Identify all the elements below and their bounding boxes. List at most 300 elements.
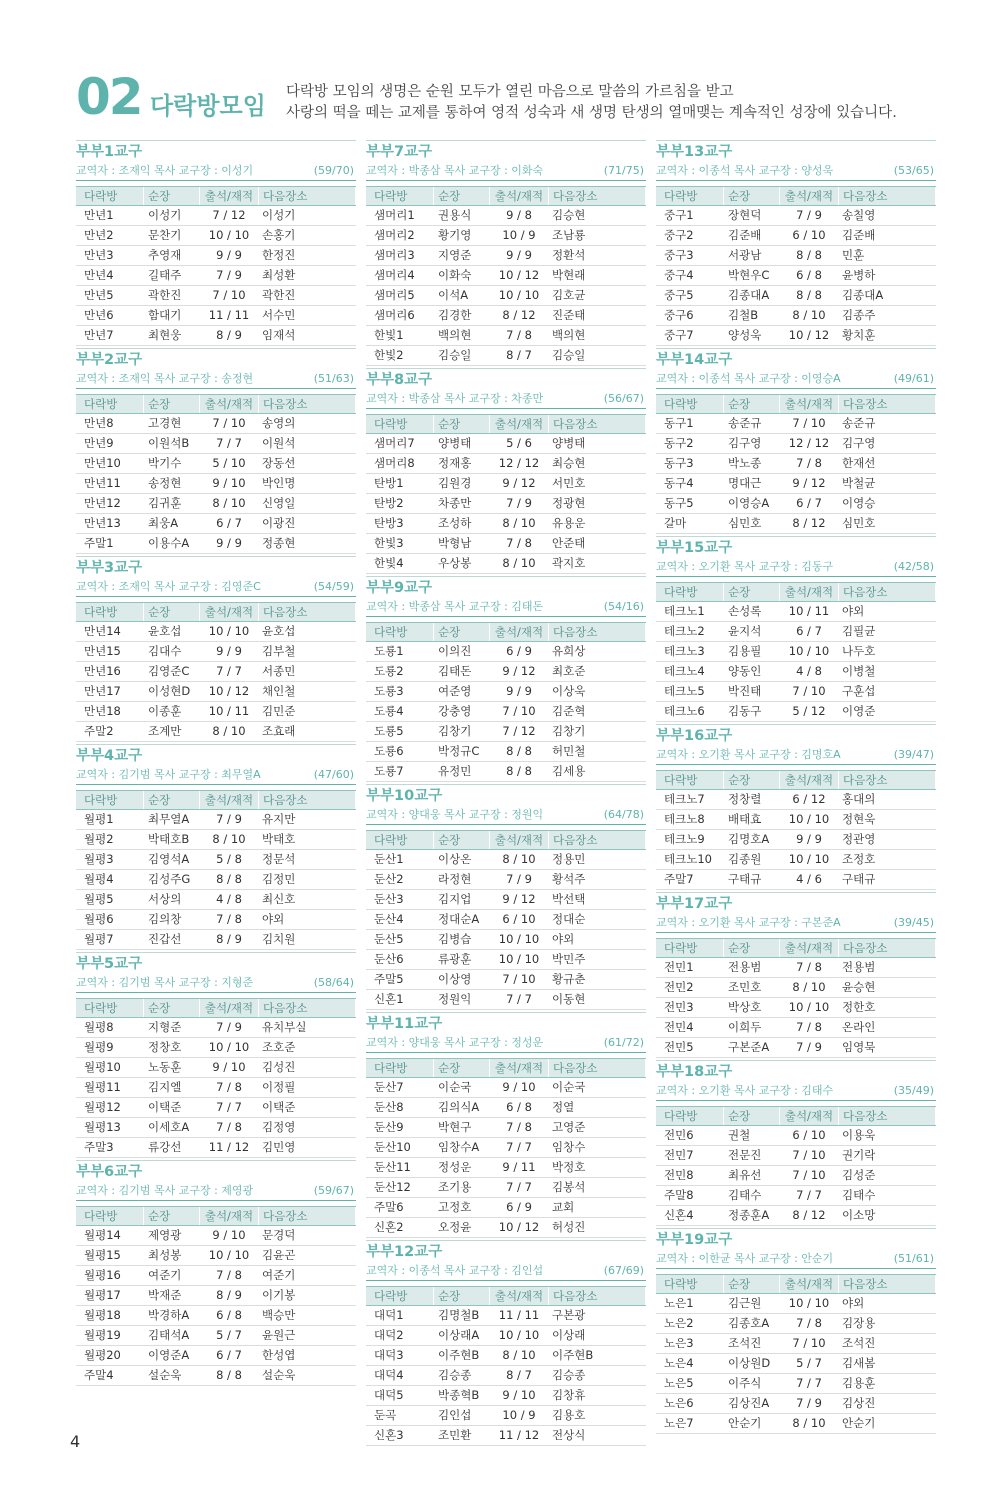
cell-leader: 이종훈 — [148, 704, 182, 718]
cell-attendance: 8 / 9 — [216, 328, 242, 342]
district-info — [366, 390, 646, 409]
cell-group: 대덕3 — [374, 1348, 404, 1362]
header-attendance: 출석/재적 — [490, 623, 549, 641]
cell-group: 신혼2 — [374, 1220, 404, 1234]
page-number: 4 — [70, 1432, 81, 1451]
cell-next-place: 이광진 — [262, 516, 296, 530]
cell-group: 노은3 — [664, 1336, 694, 1350]
header-attendance: 출석/재적 — [200, 187, 259, 205]
cell-next-place: 유희상 — [552, 644, 586, 658]
header-leader: 순장 — [144, 999, 200, 1017]
cell-leader: 최성봉 — [148, 1248, 182, 1262]
cell-group: 노은5 — [664, 1376, 694, 1390]
table-header — [656, 1274, 936, 1294]
table-row — [76, 454, 356, 474]
cell-leader: 송준규 — [728, 416, 762, 430]
district-title: 부부16교구 — [656, 724, 936, 746]
cell-group: 중구4 — [664, 268, 694, 282]
cell-attendance: 7 / 7 — [506, 1140, 532, 1154]
district-staff: 교역자 : 조재익 목사 교구장 : 이성기 — [76, 164, 254, 177]
cell-next-place: 고영준 — [552, 1120, 586, 1134]
district-section — [366, 784, 646, 1010]
cell-leader: 함대기 — [148, 308, 182, 322]
header-next-place: 다음장소 — [839, 1275, 936, 1293]
cell-group: 만년3 — [84, 248, 114, 262]
cell-next-place: 허민철 — [552, 744, 586, 758]
header-attendance: 출석/재적 — [490, 831, 549, 849]
cell-attendance: 8 / 10 — [792, 980, 826, 994]
cell-group: 둔산9 — [374, 1120, 404, 1134]
cell-next-place: 김승현 — [552, 208, 586, 222]
cell-next-place: 김치원 — [262, 932, 296, 946]
cell-group: 노은4 — [664, 1356, 694, 1370]
table-row — [656, 1374, 936, 1394]
cell-leader: 김상진A — [728, 1396, 770, 1410]
cell-next-place: 김태수 — [842, 1188, 876, 1202]
table-row — [366, 1426, 646, 1446]
cell-attendance: 7 / 8 — [796, 1316, 822, 1330]
header-group: 다락방 — [656, 583, 724, 601]
table-row — [366, 1098, 646, 1118]
cell-attendance: 7 / 9 — [506, 496, 532, 510]
cell-group: 샘머리3 — [374, 248, 415, 262]
cell-leader: 지영준 — [438, 248, 472, 262]
cell-group: 둔산3 — [374, 892, 404, 906]
table-row — [656, 810, 936, 830]
cell-leader: 김의창 — [148, 912, 182, 926]
cell-next-place: 송칠영 — [842, 208, 876, 222]
table-row — [656, 306, 936, 326]
table-row — [366, 494, 646, 514]
cell-leader: 김태수 — [728, 1188, 762, 1202]
cell-leader: 명대근 — [728, 476, 762, 490]
table-row — [656, 266, 936, 286]
cell-leader: 심민호 — [728, 516, 762, 530]
cell-leader: 이화숙 — [438, 268, 472, 282]
cell-next-place: 이택준 — [262, 1100, 296, 1114]
cell-next-place: 황치훈 — [842, 328, 876, 342]
cell-next-place: 박현래 — [552, 268, 586, 282]
cell-leader: 추영재 — [148, 248, 182, 262]
cell-group: 노은7 — [664, 1416, 694, 1430]
cell-leader: 권철 — [728, 1128, 751, 1142]
district-title: 부부19교구 — [656, 1228, 936, 1250]
cell-leader: 정재홍 — [438, 456, 472, 470]
table-row — [656, 1294, 936, 1314]
cell-next-place: 전상식 — [552, 1428, 586, 1442]
header-attendance: 출석/재적 — [200, 603, 259, 621]
cell-leader: 김성주G — [148, 872, 191, 886]
cell-group: 테크노10 — [664, 852, 712, 866]
table-row — [366, 870, 646, 890]
table-row — [656, 326, 936, 346]
cell-leader: 이원석B — [148, 436, 190, 450]
cell-group: 주말2 — [84, 724, 114, 738]
cell-leader: 라정현 — [438, 872, 472, 886]
cell-group: 샘머리2 — [374, 228, 415, 242]
cell-attendance: 8 / 9 — [216, 1288, 242, 1302]
cell-next-place: 구본광 — [552, 1308, 586, 1322]
cell-next-place: 박철균 — [842, 476, 876, 490]
table-row — [76, 494, 356, 514]
cell-leader: 문찬기 — [148, 228, 182, 242]
cell-group: 만년15 — [84, 644, 121, 658]
header-next-place: 다음장소 — [549, 415, 646, 433]
cell-group: 만년11 — [84, 476, 121, 490]
cell-next-place: 김성준 — [842, 1168, 876, 1182]
cell-attendance: 7 / 10 — [212, 288, 246, 302]
table-row — [366, 434, 646, 454]
table-row — [366, 1138, 646, 1158]
cell-attendance: 10 / 10 — [788, 852, 830, 866]
header-leader: 순장 — [144, 187, 200, 205]
cell-attendance: 8 / 10 — [792, 308, 826, 322]
cell-group: 만년4 — [84, 268, 114, 282]
cell-attendance: 12 / 12 — [788, 436, 830, 450]
cell-next-place: 김정영 — [262, 1120, 296, 1134]
cell-next-place: 김새봄 — [842, 1356, 876, 1370]
cell-leader: 박현구 — [438, 1120, 472, 1134]
district-table — [656, 582, 936, 722]
cell-group: 동구1 — [664, 416, 694, 430]
page-header — [76, 68, 936, 130]
cell-next-place: 윤원근 — [262, 1328, 296, 1342]
cell-attendance: 10 / 10 — [208, 1040, 250, 1054]
table-row — [366, 1326, 646, 1346]
district-section — [366, 368, 646, 574]
header-next-place: 다음장소 — [549, 623, 646, 641]
cell-next-place: 한성엽 — [262, 1348, 296, 1362]
cell-group: 주말6 — [374, 1200, 404, 1214]
cell-leader: 안순기 — [728, 1416, 762, 1430]
district-attendance-total: (51/61) — [893, 1252, 934, 1265]
table-row — [76, 514, 356, 534]
cell-group: 월평10 — [84, 1060, 121, 1074]
table-row — [656, 870, 936, 890]
cell-group: 월평15 — [84, 1248, 121, 1262]
cell-attendance: 5 / 12 — [792, 704, 826, 718]
cell-group: 전민8 — [664, 1168, 694, 1182]
header-leader: 순장 — [434, 1059, 490, 1077]
cell-next-place: 구훈섭 — [842, 684, 876, 698]
cell-next-place: 박민주 — [552, 952, 586, 966]
district-table — [656, 770, 936, 890]
cell-attendance: 8 / 12 — [792, 516, 826, 530]
cell-next-place: 박정호 — [552, 1160, 586, 1174]
table-row — [76, 474, 356, 494]
district-info — [656, 746, 936, 765]
cell-group: 중구7 — [664, 328, 694, 342]
cell-group: 대덕1 — [374, 1308, 404, 1322]
district-info — [656, 1082, 936, 1101]
header-group: 다락방 — [366, 187, 434, 205]
cell-next-place: 이기봉 — [262, 1288, 296, 1302]
cell-leader: 김동구 — [728, 704, 762, 718]
cell-next-place: 박태호 — [262, 832, 296, 846]
cell-group: 월평13 — [84, 1120, 121, 1134]
table-row — [656, 850, 936, 870]
district-section — [656, 536, 936, 722]
cell-group: 중구2 — [664, 228, 694, 242]
table-row — [366, 890, 646, 910]
cell-attendance: 7 / 8 — [216, 1120, 242, 1134]
cell-leader: 양병태 — [438, 436, 472, 450]
table-row — [76, 1078, 356, 1098]
table-header — [366, 186, 646, 206]
cell-next-place: 서종민 — [262, 664, 296, 678]
cell-group: 만년16 — [84, 664, 121, 678]
cell-next-place: 이주현B — [552, 1348, 594, 1362]
district-section — [366, 1240, 646, 1446]
district-table — [76, 394, 356, 554]
cell-attendance: 7 / 8 — [506, 328, 532, 342]
cell-group: 한빛4 — [374, 556, 404, 570]
district-attendance-total: (59/70) — [313, 164, 354, 177]
cell-next-place: 조호준 — [262, 1040, 296, 1054]
table-row — [656, 622, 936, 642]
district-attendance-total: (54/16) — [603, 600, 644, 613]
table-row — [656, 662, 936, 682]
cell-group: 전민5 — [664, 1040, 694, 1054]
cell-attendance: 10 / 10 — [208, 624, 250, 638]
district-title: 부부9교구 — [366, 576, 646, 598]
cell-attendance: 8 / 10 — [502, 852, 536, 866]
cell-next-place: 전용범 — [842, 960, 876, 974]
cell-next-place: 이영승 — [842, 496, 876, 510]
table-row — [366, 454, 646, 474]
table-row — [76, 930, 356, 950]
table-row — [656, 790, 936, 810]
district-title: 부부13교구 — [656, 140, 936, 162]
district-section — [76, 744, 356, 950]
cell-next-place: 조남룡 — [552, 228, 586, 242]
table-row — [366, 1306, 646, 1326]
district-staff: 교역자 : 양대웅 목사 교구장 : 정원익 — [366, 808, 544, 821]
header-group: 다락방 — [366, 623, 434, 641]
district-info — [76, 578, 356, 597]
cell-next-place: 안순기 — [842, 1416, 876, 1430]
table-row — [366, 1218, 646, 1238]
cell-group: 중구6 — [664, 308, 694, 322]
cell-group: 주말4 — [84, 1368, 114, 1382]
header-group: 다락방 — [76, 395, 144, 413]
table-row — [366, 1386, 646, 1406]
cell-next-place: 야외 — [552, 932, 575, 946]
cell-leader: 김지엘 — [148, 1080, 182, 1094]
district-attendance-total: (35/49) — [893, 1084, 934, 1097]
district-info — [656, 162, 936, 181]
cell-next-place: 여준기 — [262, 1268, 296, 1282]
table-row — [76, 1326, 356, 1346]
cell-leader: 이주현B — [438, 1348, 480, 1362]
cell-leader: 배태효 — [728, 812, 762, 826]
district-title: 부부3교구 — [76, 556, 356, 578]
cell-leader: 박태호B — [148, 832, 190, 846]
cell-group: 노은6 — [664, 1396, 694, 1410]
district-title: 부부2교구 — [76, 348, 356, 370]
cell-group: 테크노7 — [664, 792, 705, 806]
cell-leader: 김근원 — [728, 1296, 762, 1310]
table-row — [656, 226, 936, 246]
header-next-place: 다음장소 — [259, 187, 356, 205]
cell-leader: 황기영 — [438, 228, 472, 242]
district-section — [76, 140, 356, 346]
table-row — [366, 1158, 646, 1178]
header-leader: 순장 — [434, 831, 490, 849]
cell-next-place: 김준배 — [842, 228, 876, 242]
cell-leader: 이세호A — [148, 1120, 190, 1134]
intro-line-1: 다락방 모임의 생명은 순원 모두가 열린 마음으로 말씀의 가르침을 받고 — [286, 84, 734, 100]
table-header — [366, 622, 646, 642]
cell-attendance: 9 / 10 — [212, 1060, 246, 1074]
cell-attendance: 5 / 7 — [796, 1356, 822, 1370]
cell-next-place: 임창수 — [552, 1140, 586, 1154]
cell-leader: 김구영 — [728, 436, 762, 450]
district-info — [366, 162, 646, 181]
district-title: 부부18교구 — [656, 1060, 936, 1082]
district-title: 부부5교구 — [76, 952, 356, 974]
cell-next-place: 신영일 — [262, 496, 296, 510]
district-title: 부부15교구 — [656, 536, 936, 558]
cell-group: 월평9 — [84, 1040, 114, 1054]
cell-group: 만년9 — [84, 436, 114, 450]
cell-next-place: 구태규 — [842, 872, 876, 886]
cell-group: 전민1 — [664, 960, 694, 974]
header-leader: 순장 — [724, 583, 780, 601]
cell-group: 둔산6 — [374, 952, 404, 966]
cell-leader: 이주식 — [728, 1376, 762, 1390]
cell-leader: 고정호 — [438, 1200, 472, 1214]
cell-attendance: 7 / 9 — [796, 1040, 822, 1054]
cell-group: 테크노9 — [664, 832, 705, 846]
cell-attendance: 4 / 8 — [216, 892, 242, 906]
cell-attendance: 7 / 8 — [796, 960, 822, 974]
cell-group: 테크노8 — [664, 812, 705, 826]
table-row — [76, 890, 356, 910]
district-staff: 교역자 : 김기범 목사 교구장 : 제영광 — [76, 1184, 254, 1197]
district-staff: 교역자 : 조재익 목사 교구장 : 김영준C — [76, 580, 261, 593]
table-row — [76, 1138, 356, 1158]
district-section — [76, 556, 356, 742]
table-row — [76, 206, 356, 226]
cell-group: 월평11 — [84, 1080, 121, 1094]
cell-next-place: 정열 — [552, 1100, 575, 1114]
cell-leader: 김귀훈 — [148, 496, 182, 510]
cell-group: 대덕4 — [374, 1368, 404, 1382]
cell-attendance: 11 / 11 — [498, 1308, 540, 1322]
table-row — [76, 1286, 356, 1306]
cell-next-place: 진준태 — [552, 308, 586, 322]
district-staff: 교역자 : 조재익 목사 교구장 : 송정현 — [76, 372, 254, 385]
cell-attendance: 7 / 8 — [216, 1080, 242, 1094]
cell-leader: 이택준 — [148, 1100, 182, 1114]
table-row — [76, 662, 356, 682]
cell-next-place: 이용욱 — [842, 1128, 876, 1142]
table-row — [366, 326, 646, 346]
cell-next-place: 이동현 — [552, 992, 586, 1006]
table-row — [656, 702, 936, 722]
table-header — [656, 186, 936, 206]
cell-group: 탄방2 — [374, 496, 404, 510]
cell-group: 도룡5 — [374, 724, 404, 738]
cell-attendance: 10 / 10 — [498, 288, 540, 302]
cell-leader: 이순국 — [438, 1080, 472, 1094]
cell-group: 테크노1 — [664, 604, 705, 618]
cell-next-place: 조효래 — [262, 724, 296, 738]
district-section — [366, 1012, 646, 1238]
table-row — [366, 514, 646, 534]
table-row — [656, 246, 936, 266]
header-next-place: 다음장소 — [549, 1287, 646, 1305]
header-attendance: 출석/재적 — [200, 1207, 259, 1225]
district-table — [656, 1274, 936, 1434]
cell-attendance: 8 / 8 — [796, 248, 822, 262]
cell-leader: 박경하A — [148, 1308, 190, 1322]
table-row — [656, 1186, 936, 1206]
cell-attendance: 6 / 8 — [796, 268, 822, 282]
district-title: 부부14교구 — [656, 348, 936, 370]
cell-group: 월평7 — [84, 932, 114, 946]
cell-attendance: 6 / 10 — [792, 228, 826, 242]
cell-leader: 구태규 — [728, 872, 762, 886]
cell-next-place: 김종주 — [842, 308, 876, 322]
cell-next-place: 정광현 — [552, 496, 586, 510]
cell-leader: 구본준A — [728, 1040, 770, 1054]
district-attendance-total: (67/69) — [603, 1264, 644, 1277]
cell-attendance: 9 / 12 — [502, 664, 536, 678]
column-1 — [76, 140, 356, 1388]
district-staff: 교역자 : 이종석 목사 교구장 : 양성욱 — [656, 164, 834, 177]
cell-group: 도룡7 — [374, 764, 404, 778]
cell-leader: 임창수A — [438, 1140, 480, 1154]
cell-next-place: 이원석 — [262, 436, 296, 450]
cell-attendance: 10 / 10 — [498, 952, 540, 966]
cell-leader: 김영석A — [148, 852, 190, 866]
cell-leader: 김명철B — [438, 1308, 480, 1322]
cell-group: 둔산1 — [374, 852, 404, 866]
cell-attendance: 7 / 10 — [792, 416, 826, 430]
cell-group: 전민6 — [664, 1128, 694, 1142]
cell-group: 샘머리5 — [374, 288, 415, 302]
table-row — [76, 642, 356, 662]
cell-attendance: 7 / 10 — [212, 416, 246, 430]
cell-next-place: 문경덕 — [262, 1228, 296, 1242]
district-title: 부부12교구 — [366, 1240, 646, 1262]
cell-leader: 조성하 — [438, 516, 472, 530]
table-row — [656, 1038, 936, 1058]
district-title: 부부4교구 — [76, 744, 356, 766]
cell-attendance: 8 / 7 — [506, 1368, 532, 1382]
cell-next-place: 야외 — [842, 604, 865, 618]
table-row — [656, 434, 936, 454]
district-table — [656, 394, 936, 534]
cell-group: 만년7 — [84, 328, 114, 342]
district-title: 부부11교구 — [366, 1012, 646, 1034]
cell-attendance: 7 / 7 — [216, 1100, 242, 1114]
cell-leader: 김종대A — [728, 288, 770, 302]
cell-leader: 이성기 — [148, 208, 182, 222]
cell-group: 월평8 — [84, 1020, 114, 1034]
cell-attendance: 8 / 9 — [216, 932, 242, 946]
cell-leader: 장현덕 — [728, 208, 762, 222]
cell-leader: 박형남 — [438, 536, 472, 550]
cell-attendance: 9 / 10 — [502, 1388, 536, 1402]
table-header — [656, 1106, 936, 1126]
cell-attendance: 7 / 8 — [796, 1020, 822, 1034]
district-staff: 교역자 : 오기환 목사 교구장 : 김동구 — [656, 560, 834, 573]
cell-leader: 류강선 — [148, 1140, 182, 1154]
cell-group: 만년2 — [84, 228, 114, 242]
